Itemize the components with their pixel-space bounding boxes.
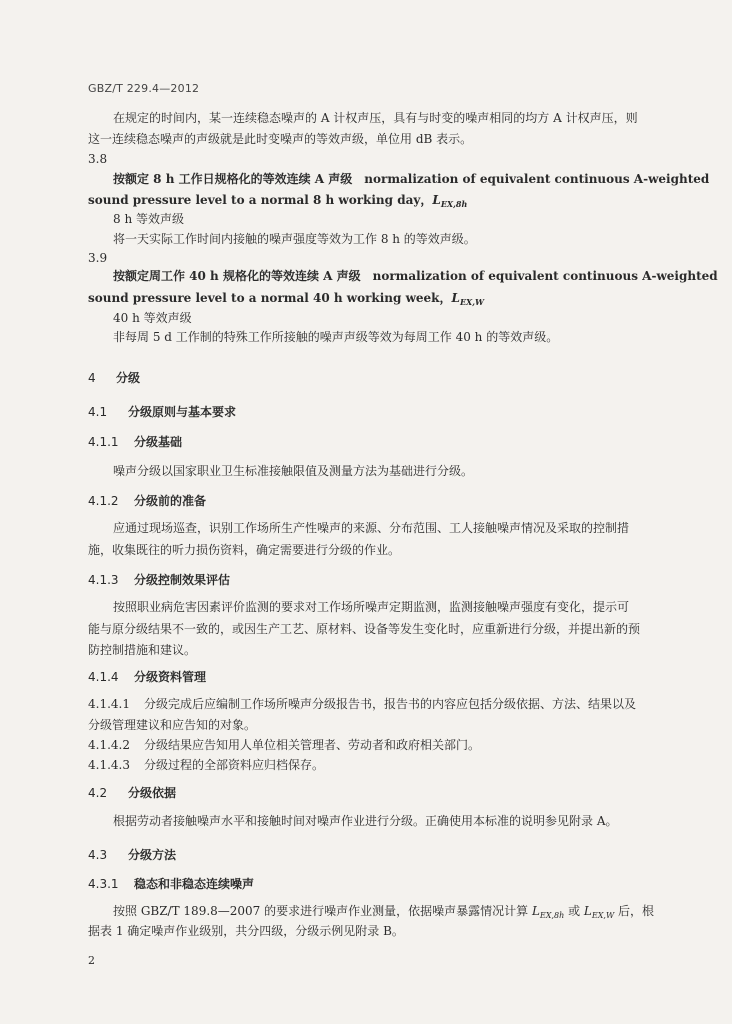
paragraph-line: 应通过现场巡查，识别工作场所生产性噪声的来源、分布范围、工人接触噪声情况及采取的控制措 [113, 521, 630, 535]
term-definition: 非每周 5 d 工作制的特殊工作所接触的噪声声级等效为每周工作 40 h 的等效声级。 [113, 330, 559, 344]
section-heading: 4.3 分级方法 [88, 848, 177, 862]
paragraph-line: 分级管理建议和应告知的对象。 [88, 718, 257, 732]
term-number: 3.9 [88, 251, 108, 265]
section-heading: 4.2 分级依据 [88, 786, 177, 800]
clause-line: 4.1.4.3 分级过程的全部资料应归档保存。 [88, 758, 325, 772]
term-title-text: sound pressure level to a normal 8 h working day， [88, 193, 433, 207]
symbol: L [432, 193, 441, 207]
paragraph-line: 据表 1 确定噪声作业级别，共分四级，分级示例见附录 B。 [88, 924, 404, 938]
paragraph-line: 在规定的时间内，某一连续稳态噪声的 A 计权声压，具有与时变的噪声相同的均方 A 计权声压，则 [113, 111, 638, 125]
paragraph-line: 按照 GBZ/T 189.8—2007 的要求进行噪声作业测量，依据噪声暴露情况计算 $L_{EX,8h}$ 或 $L_{EX,W}$ 后，根 [113, 904, 654, 920]
term-definition: 将一天实际工作时间内接触的噪声强度等效为工作 8 h 的等效声级。 [113, 232, 476, 246]
paragraph-line: 能与原分级结果不一致的，或因生产工艺、原材料、设备等发生变化时，应重新进行分级，并提出新的预 [88, 622, 641, 636]
document-header: GBZ/T 229.4—2012 [88, 82, 200, 95]
term-alternative: 8 h 等效声级 [113, 212, 184, 226]
paragraph-line: 按照职业病危害因素评价监测的要求对工作场所噪声定期监测，监测接触噪声强度有变化，提示可 [113, 600, 630, 614]
section-heading: 4.1.3 分级控制效果评估 [88, 573, 231, 587]
term-title: 按额定 8 h 工作日规格化的等效连续 A 声级 normalization of equivalent continuous A-weighted [113, 172, 710, 186]
term-title-text: sound pressure level to a normal 40 h working week， [88, 291, 452, 305]
section-heading: 4.3.1 稳态和非稳态连续噪声 [88, 877, 255, 891]
term-title: 按额定周工作 40 h 规格化的等效连续 A 声级 normalization of equivalent continuous A-weighted [113, 269, 718, 283]
section-heading: 4.1 分级原则与基本要求 [88, 405, 237, 419]
paragraph-line: 施，收集既往的听力损伤资料，确定需要进行分级的作业。 [88, 543, 401, 557]
symbol-subscript: EX,8h [440, 199, 468, 209]
paragraph-line: 这一连续稳态噪声的声级就是此时变噪声的等效声级，单位用 dB 表示。 [88, 132, 473, 146]
section-heading: 4.1.1 分级基础 [88, 435, 183, 449]
clause-line: 4.1.4.2 分级结果应告知用人单位相关管理者、劳动者和政府相关部门。 [88, 738, 481, 752]
page-number: 2 [88, 954, 95, 967]
paragraph-line: 根据劳动者接触噪声水平和接触时间对噪声作业进行分级。正确使用本标准的说明参见附录 A。 [113, 814, 618, 828]
term-title-cont [88, 192, 656, 212]
term-number: 3.8 [88, 152, 108, 166]
paragraph-line: 噪声分级以国家职业卫生标准接触限值及测量方法为基础进行分级。 [113, 464, 474, 478]
section-heading: 4 分级 [88, 371, 141, 385]
clause-line: 4.1.4.1 分级完成后应编制工作场所噪声分级报告书，报告书的内容应包括分级依据、方法、结果以及 [88, 697, 637, 711]
term-title-cont [88, 290, 656, 310]
section-heading: 4.1.4 分级资料管理 [88, 670, 207, 684]
paragraph-line: 防控制措施和建议。 [88, 643, 197, 657]
symbol: L [451, 291, 460, 305]
symbol-subscript: EX,W [459, 297, 485, 307]
term-alternative: 40 h 等效声级 [113, 311, 192, 325]
section-heading: 4.1.2 分级前的准备 [88, 494, 207, 508]
